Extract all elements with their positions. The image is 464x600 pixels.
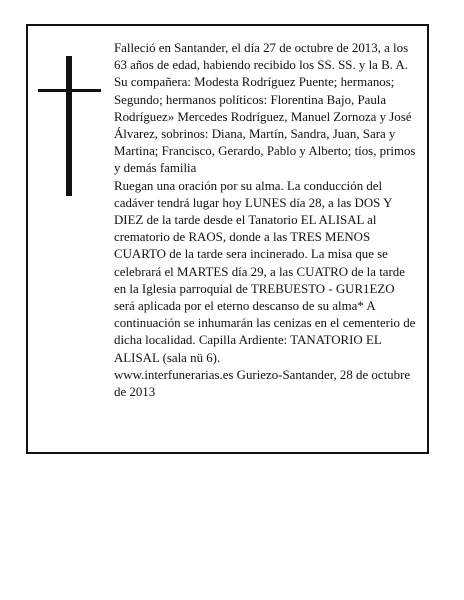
death-announcement: Falleció en Santander, el día 27 de octubre de 2013, a los 63 años de edad, habiendo recibido los SS. SS. y la B. A.	[114, 41, 409, 73]
service-details: Ruegan una oración por su alma. La conducción del cadáver tendrá lugar hoy LUNES día 28, a las DOS Y DIEZ de la tarde desde el Tanatorio EL ALISAL al crematorio de RAOS, donde a las TRES MENOS CUARTO de la tarde sera incinerado. La misa que se celebrará el MARTES día 29, a las CUATRO de la tarde en la Iglesia parroquial de TREBUESTO - GUR1EZO será aplicada por el eterno descanso de su alma* A continuación se inhumarán las cenizas en el cementerio de dicha localidad. Capilla Ardiente: TANATORIO EL ALISAL (sala nü 6).	[114, 178, 416, 365]
obituary-notice	[26, 24, 429, 454]
cross-vertical-bar	[66, 56, 72, 196]
cross-horizontal-bar	[38, 89, 101, 92]
family-list: Su compañera: Modesta Rodríguez Puente; hermanos; Segundo; hermanos políticos: Florentina Bajo, Paula Rodríguez» Mercedes Rodríguez, Manuel Zornoza y José Álvarez, sobrinos: Diana, Martín, Sandra, Juan, Sara y Martina; Francisco, Gerardo, Pablo y Alberto; tíos, primos y demás familia	[114, 75, 416, 176]
obituary-text	[114, 40, 418, 401]
source-and-date: www.interfunerarias.es Guriezo-Santander, 28 de octubre de 2013	[114, 367, 411, 400]
